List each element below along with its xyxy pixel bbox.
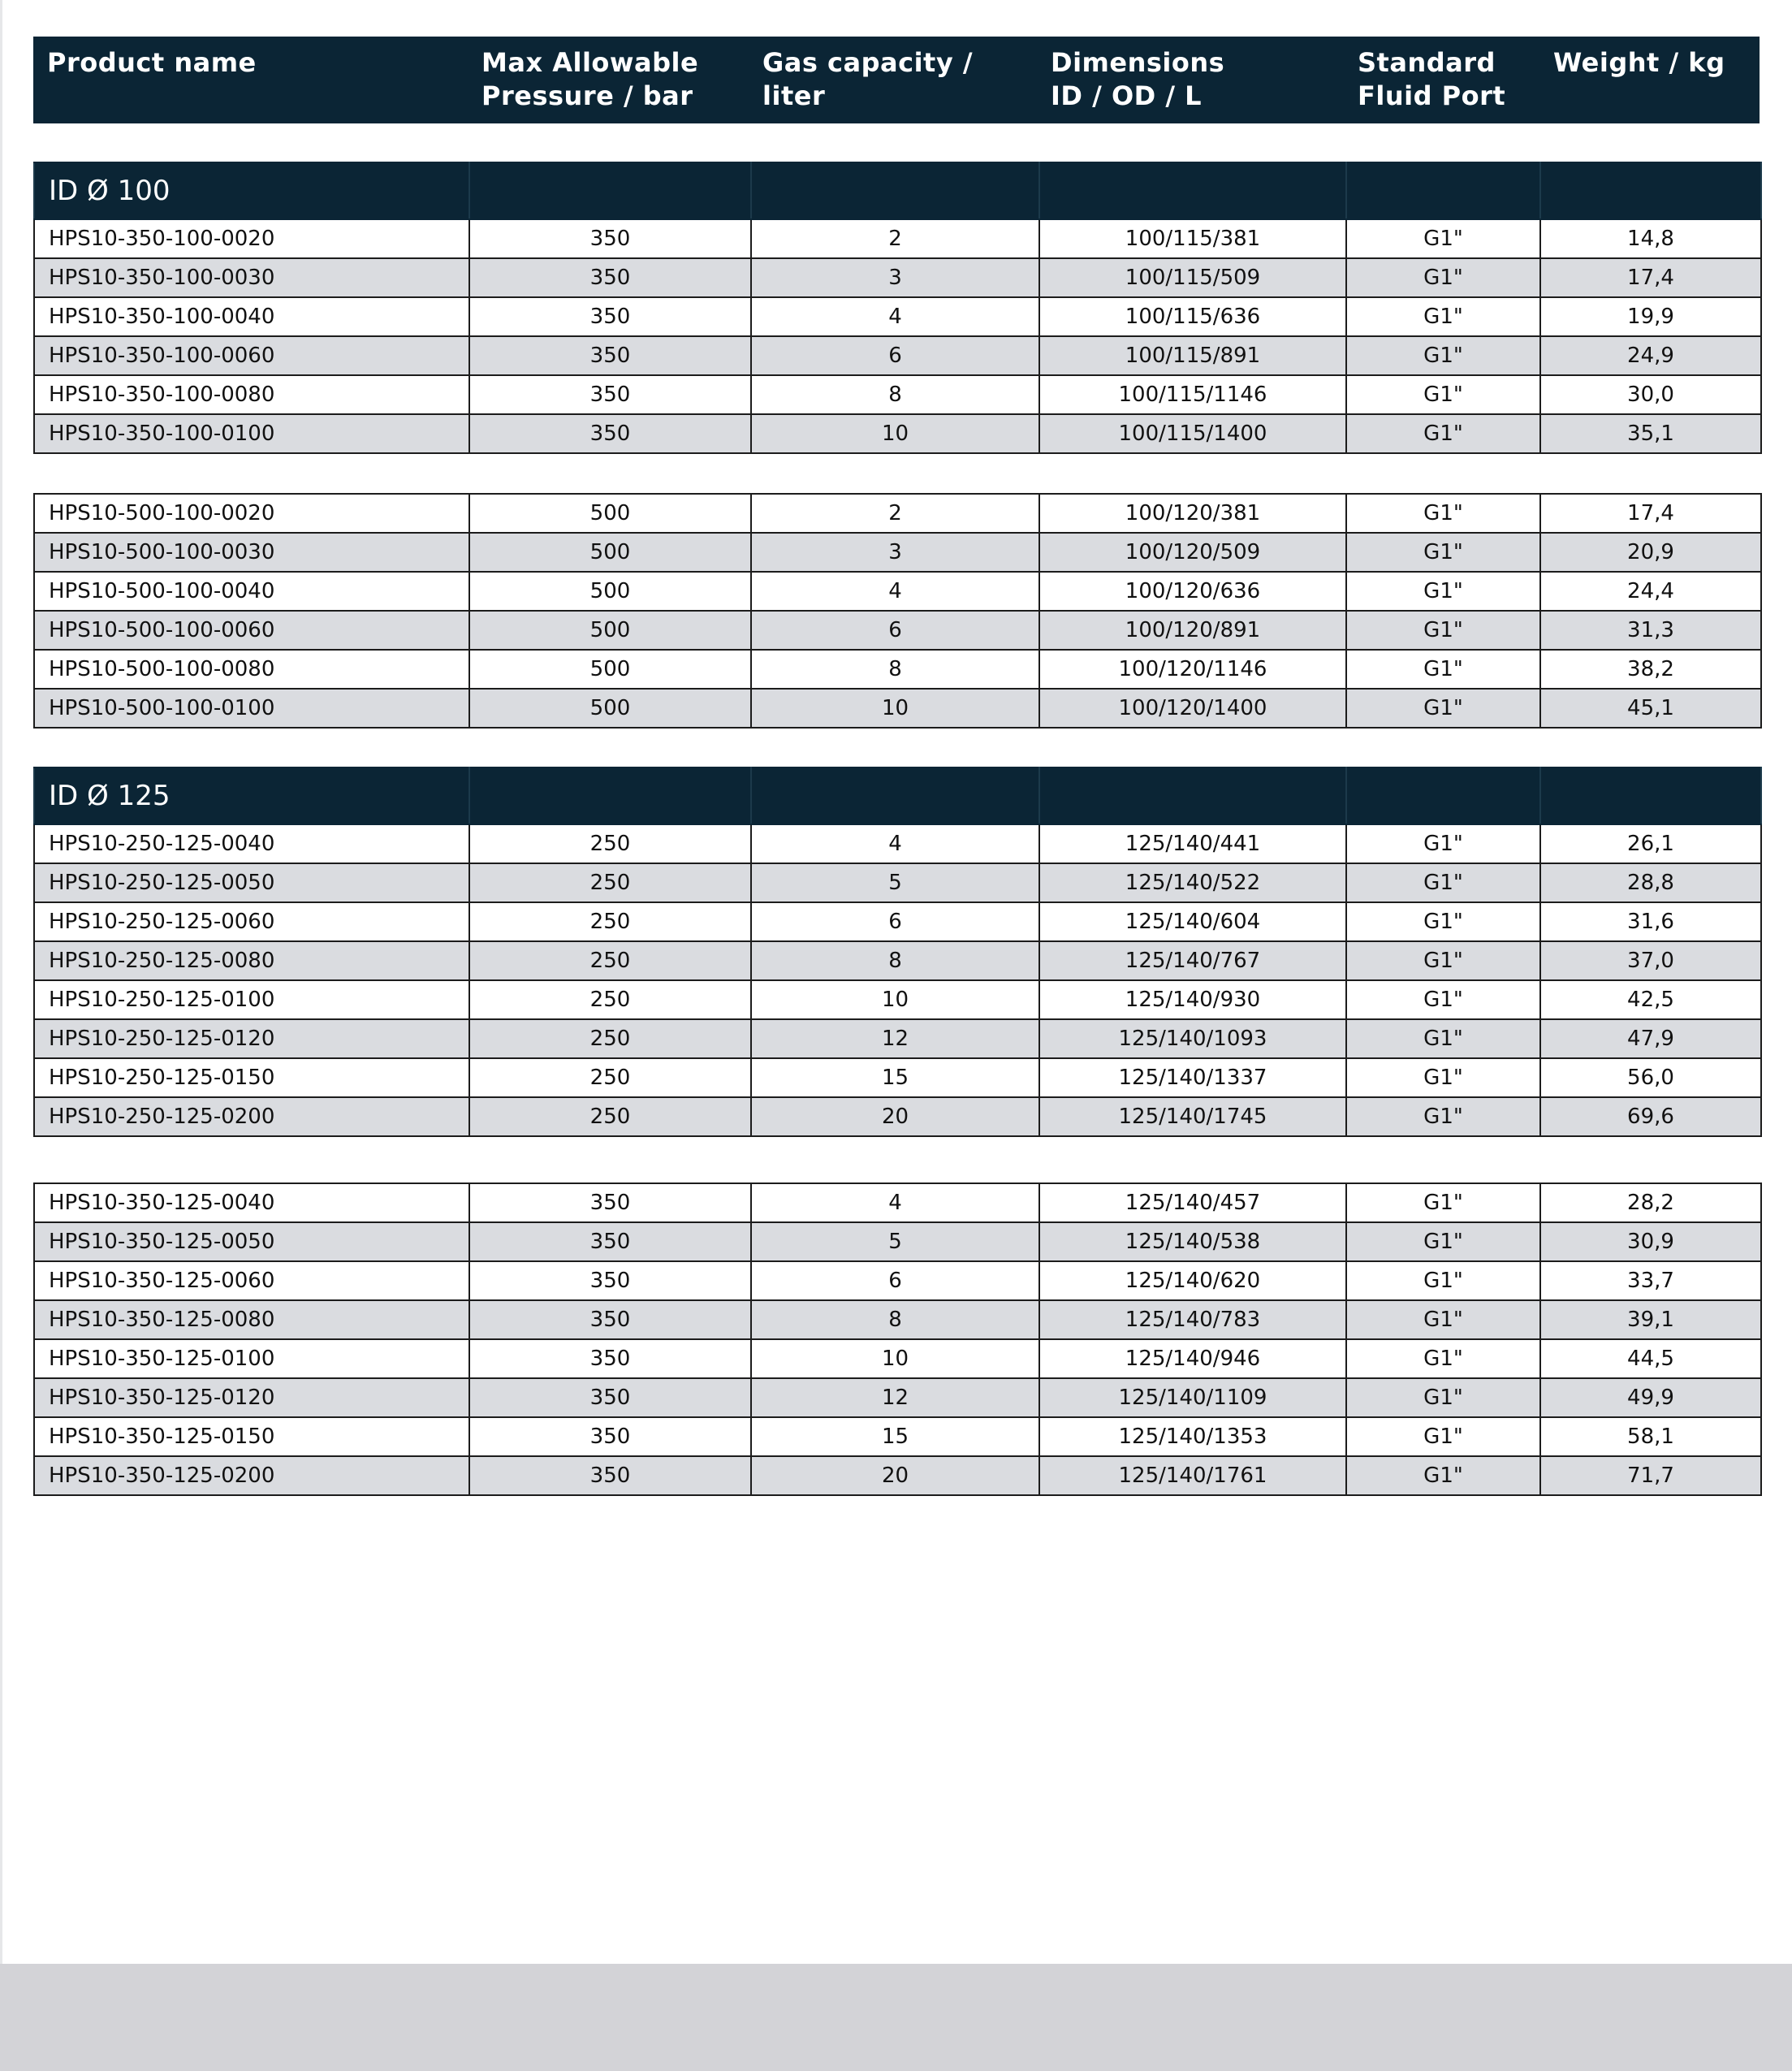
fluid-port-cell: G1"	[1346, 1261, 1540, 1300]
weight-cell: 45,1	[1540, 689, 1761, 728]
product-group	[34, 219, 1761, 453]
dimensions-cell: 125/140/1109	[1039, 1378, 1346, 1417]
table-row	[34, 611, 1761, 650]
product-name-cell: HPS10-250-125-0100	[34, 980, 469, 1019]
capacity-cell: 6	[751, 336, 1039, 375]
pressure-cell: 250	[469, 902, 751, 941]
fluid-port-cell: G1"	[1346, 1097, 1540, 1136]
pressure-cell: 250	[469, 1097, 751, 1136]
product-name-cell: HPS10-350-100-0080	[34, 375, 469, 414]
capacity-cell: 15	[751, 1058, 1039, 1097]
table-row	[34, 980, 1761, 1019]
product-name-cell: HPS10-500-100-0100	[34, 689, 469, 728]
capacity-cell: 6	[751, 611, 1039, 650]
dimensions-cell: 125/140/946	[1039, 1339, 1346, 1378]
pressure-cell: 250	[469, 980, 751, 1019]
pressure-cell: 500	[469, 689, 751, 728]
pressure-cell: 350	[469, 297, 751, 336]
weight-cell: 38,2	[1540, 650, 1761, 689]
weight-cell: 49,9	[1540, 1378, 1761, 1417]
table-row	[34, 1300, 1761, 1339]
fluid-port-cell: G1"	[1346, 863, 1540, 902]
table-row	[34, 572, 1761, 611]
table-row	[34, 863, 1761, 902]
fluid-port-cell: G1"	[1346, 689, 1540, 728]
table-row	[34, 336, 1761, 375]
weight-cell: 17,4	[1540, 258, 1761, 297]
capacity-cell: 4	[751, 297, 1039, 336]
product-name-cell: HPS10-350-125-0200	[34, 1456, 469, 1495]
capacity-cell: 8	[751, 375, 1039, 414]
weight-cell: 30,9	[1540, 1222, 1761, 1261]
pressure-cell: 500	[469, 494, 751, 533]
capacity-cell: 5	[751, 863, 1039, 902]
product-name-cell: HPS10-500-100-0060	[34, 611, 469, 650]
fluid-port-cell: G1"	[1346, 219, 1540, 258]
dimensions-cell: 125/140/767	[1039, 941, 1346, 980]
fluid-port-cell: G1"	[1346, 336, 1540, 375]
table-row	[34, 650, 1761, 689]
product-name-cell: HPS10-350-125-0120	[34, 1378, 469, 1417]
fluid-port-cell: G1"	[1346, 375, 1540, 414]
table-row	[34, 375, 1761, 414]
table-row	[34, 902, 1761, 941]
table-row	[34, 689, 1761, 728]
weight-cell: 39,1	[1540, 1300, 1761, 1339]
product-name-cell: HPS10-250-125-0050	[34, 863, 469, 902]
weight-cell: 58,1	[1540, 1417, 1761, 1456]
dimensions-cell: 125/140/522	[1039, 863, 1346, 902]
pressure-cell: 350	[469, 1261, 751, 1300]
weight-cell: 28,8	[1540, 863, 1761, 902]
capacity-cell: 8	[751, 1300, 1039, 1339]
dimensions-cell: 125/140/620	[1039, 1261, 1346, 1300]
capacity-cell: 10	[751, 414, 1039, 453]
dimensions-cell: 125/140/930	[1039, 980, 1346, 1019]
column-header-product-name: Product name	[47, 47, 257, 78]
table-header	[33, 37, 1760, 123]
table-row	[34, 1456, 1761, 1495]
dimensions-cell: 125/140/1353	[1039, 1417, 1346, 1456]
table-row	[34, 941, 1761, 980]
pressure-cell: 500	[469, 533, 751, 572]
weight-cell: 42,5	[1540, 980, 1761, 1019]
product-name-cell: HPS10-350-125-0080	[34, 1300, 469, 1339]
fluid-port-cell: G1"	[1346, 572, 1540, 611]
fluid-port-cell: G1"	[1346, 824, 1540, 863]
weight-cell: 33,7	[1540, 1261, 1761, 1300]
capacity-cell: 6	[751, 902, 1039, 941]
table-row	[34, 1097, 1761, 1136]
product-name-cell: HPS10-350-100-0040	[34, 297, 469, 336]
section-title: ID Ø 125	[34, 767, 469, 824]
capacity-cell: 15	[751, 1417, 1039, 1456]
pressure-cell: 350	[469, 1456, 751, 1495]
pressure-cell: 350	[469, 1417, 751, 1456]
footer-band	[0, 1964, 1792, 2071]
product-name-cell: HPS10-350-100-0020	[34, 219, 469, 258]
capacity-cell: 8	[751, 650, 1039, 689]
column-header-gas-capacity: Gas capacity / liter	[762, 47, 974, 111]
dimensions-cell: 125/140/1761	[1039, 1456, 1346, 1495]
dimensions-cell: 100/120/509	[1039, 533, 1346, 572]
dimensions-cell: 100/120/891	[1039, 611, 1346, 650]
table-row	[34, 414, 1761, 453]
capacity-cell: 10	[751, 1339, 1039, 1378]
capacity-cell: 2	[751, 219, 1039, 258]
capacity-cell: 10	[751, 689, 1039, 728]
fluid-port-cell: G1"	[1346, 1019, 1540, 1058]
weight-cell: 31,6	[1540, 902, 1761, 941]
product-name-cell: HPS10-350-100-0060	[34, 336, 469, 375]
fluid-port-cell: G1"	[1346, 980, 1540, 1019]
capacity-cell: 4	[751, 572, 1039, 611]
fluid-port-cell: G1"	[1346, 902, 1540, 941]
section-id-100	[34, 162, 1761, 219]
weight-cell: 69,6	[1540, 1097, 1761, 1136]
dimensions-cell: 125/140/457	[1039, 1183, 1346, 1222]
dimensions-cell: 125/140/604	[1039, 902, 1346, 941]
column-header-dimensions: Dimensions ID / OD / L	[1051, 47, 1225, 111]
weight-cell: 35,1	[1540, 414, 1761, 453]
pressure-cell: 350	[469, 1378, 751, 1417]
capacity-cell: 20	[751, 1097, 1039, 1136]
product-group	[34, 1183, 1761, 1495]
table-row	[34, 533, 1761, 572]
fluid-port-cell: G1"	[1346, 258, 1540, 297]
weight-cell: 71,7	[1540, 1456, 1761, 1495]
capacity-cell: 12	[751, 1378, 1039, 1417]
pressure-cell: 350	[469, 1339, 751, 1378]
section-table	[33, 767, 1762, 1137]
weight-cell: 19,9	[1540, 297, 1761, 336]
fluid-port-cell: G1"	[1346, 297, 1540, 336]
pressure-cell: 350	[469, 336, 751, 375]
pressure-cell: 350	[469, 258, 751, 297]
table-row	[34, 297, 1761, 336]
dimensions-cell: 125/140/441	[1039, 824, 1346, 863]
pressure-cell: 250	[469, 1058, 751, 1097]
capacity-cell: 8	[751, 941, 1039, 980]
pressure-cell: 350	[469, 414, 751, 453]
product-name-cell: HPS10-250-125-0120	[34, 1019, 469, 1058]
dimensions-cell: 100/115/381	[1039, 219, 1346, 258]
weight-cell: 24,4	[1540, 572, 1761, 611]
weight-cell: 20,9	[1540, 533, 1761, 572]
capacity-cell: 4	[751, 824, 1039, 863]
table-row	[34, 1417, 1761, 1456]
pressure-cell: 250	[469, 824, 751, 863]
dimensions-cell: 100/115/1146	[1039, 375, 1346, 414]
product-name-cell: HPS10-350-125-0150	[34, 1417, 469, 1456]
pressure-cell: 350	[469, 1183, 751, 1222]
dimensions-cell: 100/115/636	[1039, 297, 1346, 336]
capacity-cell: 20	[751, 1456, 1039, 1495]
dimensions-cell: 100/115/1400	[1039, 414, 1346, 453]
fluid-port-cell: G1"	[1346, 1058, 1540, 1097]
pressure-cell: 250	[469, 1019, 751, 1058]
table-row	[34, 1222, 1761, 1261]
section-id-125	[34, 767, 1761, 824]
weight-cell: 24,9	[1540, 336, 1761, 375]
column-header-fluid-port: Standard Fluid Port	[1358, 47, 1506, 111]
fluid-port-cell: G1"	[1346, 533, 1540, 572]
capacity-cell: 12	[751, 1019, 1039, 1058]
weight-cell: 26,1	[1540, 824, 1761, 863]
pressure-cell: 250	[469, 941, 751, 980]
fluid-port-cell: G1"	[1346, 1300, 1540, 1339]
product-name-cell: HPS10-250-125-0040	[34, 824, 469, 863]
fluid-port-cell: G1"	[1346, 611, 1540, 650]
product-name-cell: HPS10-350-100-0030	[34, 258, 469, 297]
dimensions-cell: 125/140/1745	[1039, 1097, 1346, 1136]
fluid-port-cell: G1"	[1346, 650, 1540, 689]
dimensions-cell: 100/120/1146	[1039, 650, 1346, 689]
column-header-weight: Weight / kg	[1553, 47, 1725, 78]
weight-cell: 28,2	[1540, 1183, 1761, 1222]
product-name-cell: HPS10-350-125-0050	[34, 1222, 469, 1261]
capacity-cell: 2	[751, 494, 1039, 533]
product-name-cell: HPS10-350-100-0100	[34, 414, 469, 453]
pressure-cell: 350	[469, 219, 751, 258]
product-group	[34, 494, 1761, 728]
fluid-port-cell: G1"	[1346, 414, 1540, 453]
capacity-cell: 4	[751, 1183, 1039, 1222]
fluid-port-cell: G1"	[1346, 1339, 1540, 1378]
product-name-cell: HPS10-350-125-0100	[34, 1339, 469, 1378]
product-name-cell: HPS10-500-100-0040	[34, 572, 469, 611]
section-header-row	[34, 162, 1761, 219]
product-group	[34, 824, 1761, 1136]
pressure-cell: 350	[469, 1300, 751, 1339]
table-row	[34, 1019, 1761, 1058]
section-table	[33, 162, 1762, 454]
product-name-cell: HPS10-250-125-0080	[34, 941, 469, 980]
dimensions-cell: 100/120/636	[1039, 572, 1346, 611]
table-row	[34, 219, 1761, 258]
capacity-cell: 5	[751, 1222, 1039, 1261]
dimensions-cell: 125/140/1093	[1039, 1019, 1346, 1058]
dimensions-cell: 125/140/538	[1039, 1222, 1346, 1261]
weight-cell: 14,8	[1540, 219, 1761, 258]
weight-cell: 47,9	[1540, 1019, 1761, 1058]
product-name-cell: HPS10-250-125-0150	[34, 1058, 469, 1097]
pressure-cell: 350	[469, 375, 751, 414]
dimensions-cell: 100/120/381	[1039, 494, 1346, 533]
fluid-port-cell: G1"	[1346, 1417, 1540, 1456]
dimensions-cell: 100/115/509	[1039, 258, 1346, 297]
product-name-cell: HPS10-250-125-0060	[34, 902, 469, 941]
capacity-cell: 10	[751, 980, 1039, 1019]
pressure-cell: 500	[469, 611, 751, 650]
column-header-max-pressure: Max Allowable Pressure / bar	[481, 47, 699, 111]
product-name-cell: HPS10-500-100-0030	[34, 533, 469, 572]
weight-cell: 31,3	[1540, 611, 1761, 650]
fluid-port-cell: G1"	[1346, 494, 1540, 533]
table-row	[34, 494, 1761, 533]
table-row	[34, 824, 1761, 863]
capacity-cell: 3	[751, 533, 1039, 572]
weight-cell: 17,4	[1540, 494, 1761, 533]
section-title: ID Ø 100	[34, 162, 469, 219]
weight-cell: 44,5	[1540, 1339, 1761, 1378]
weight-cell: 30,0	[1540, 375, 1761, 414]
product-name-cell: HPS10-250-125-0200	[34, 1097, 469, 1136]
fluid-port-cell: G1"	[1346, 941, 1540, 980]
pressure-cell: 350	[469, 1222, 751, 1261]
product-name-cell: HPS10-500-100-0020	[34, 494, 469, 533]
pressure-cell: 250	[469, 863, 751, 902]
table-row	[34, 1058, 1761, 1097]
pressure-cell: 500	[469, 650, 751, 689]
pressure-cell: 500	[469, 572, 751, 611]
group-table	[33, 1183, 1762, 1496]
product-name-cell: HPS10-500-100-0080	[34, 650, 469, 689]
table-row	[34, 1378, 1761, 1417]
fluid-port-cell: G1"	[1346, 1378, 1540, 1417]
group-table	[33, 493, 1762, 729]
fluid-port-cell: G1"	[1346, 1183, 1540, 1222]
product-name-cell: HPS10-350-125-0040	[34, 1183, 469, 1222]
dimensions-cell: 100/120/1400	[1039, 689, 1346, 728]
dimensions-cell: 100/115/891	[1039, 336, 1346, 375]
table-row	[34, 258, 1761, 297]
dimensions-cell: 125/140/783	[1039, 1300, 1346, 1339]
section-header-row	[34, 767, 1761, 824]
table-row	[34, 1339, 1761, 1378]
product-name-cell: HPS10-350-125-0060	[34, 1261, 469, 1300]
weight-cell: 56,0	[1540, 1058, 1761, 1097]
fluid-port-cell: G1"	[1346, 1222, 1540, 1261]
weight-cell: 37,0	[1540, 941, 1761, 980]
fluid-port-cell: G1"	[1346, 1456, 1540, 1495]
table-row	[34, 1261, 1761, 1300]
dimensions-cell: 125/140/1337	[1039, 1058, 1346, 1097]
capacity-cell: 6	[751, 1261, 1039, 1300]
table-row	[34, 1183, 1761, 1222]
capacity-cell: 3	[751, 258, 1039, 297]
